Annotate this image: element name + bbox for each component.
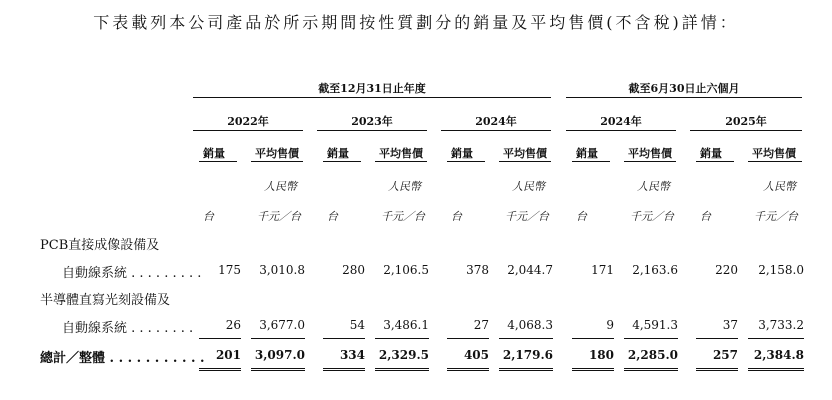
value-cell: 175 xyxy=(218,263,241,277)
unit-currency: 人民幣 xyxy=(763,180,796,193)
col-rule xyxy=(499,161,551,162)
col-rule xyxy=(624,161,676,162)
total-value: 257 xyxy=(712,348,738,362)
subtotal-rule xyxy=(323,338,365,339)
value-cell: 3,486.1 xyxy=(383,318,429,332)
value-cell: 280 xyxy=(342,263,365,277)
year-header: 2024年 xyxy=(600,115,642,128)
year-header: 2022年 xyxy=(227,115,269,128)
total-double-rule xyxy=(696,368,738,371)
period-rule xyxy=(193,97,551,98)
period-header-six-months: 截至6月30日止六個月 xyxy=(628,82,740,95)
total-double-rule xyxy=(748,368,804,371)
row-label: 半導體直寫光刻設備及 xyxy=(40,293,171,308)
total-value: 2,329.5 xyxy=(378,348,429,362)
year-rule xyxy=(193,130,303,131)
subtotal-rule xyxy=(447,338,489,339)
year-rule xyxy=(317,130,427,131)
col-rule xyxy=(447,161,485,162)
subtotal-rule xyxy=(624,338,678,339)
total-value: 334 xyxy=(339,348,365,362)
subtotal-rule xyxy=(375,338,429,339)
unit-currency: 人民幣 xyxy=(637,180,670,193)
total-value: 180 xyxy=(588,348,614,362)
total-double-rule xyxy=(323,368,365,371)
col-rule xyxy=(375,161,427,162)
col-rule xyxy=(696,161,734,162)
value-cell: 2,163.6 xyxy=(632,263,678,277)
value-cell: 27 xyxy=(473,318,489,332)
unit-currency: 人民幣 xyxy=(264,180,297,193)
unit-volume: 台 xyxy=(700,210,711,223)
total-value: 2,384.8 xyxy=(753,348,804,362)
unit-price: 千元／台 xyxy=(630,210,674,223)
unit-volume: 台 xyxy=(451,210,462,223)
subtotal-rule xyxy=(696,338,738,339)
unit-price: 千元／台 xyxy=(505,210,549,223)
unit-currency: 人民幣 xyxy=(388,180,421,193)
year-header: 2024年 xyxy=(475,115,517,128)
col-rule xyxy=(251,161,303,162)
col-header-price: 平均售價 xyxy=(628,147,672,160)
total-double-rule xyxy=(375,368,429,371)
value-cell: 2,158.0 xyxy=(758,263,804,277)
total-value: 2,285.0 xyxy=(627,348,678,362)
year-header: 2025年 xyxy=(725,115,767,128)
col-header-price: 平均售價 xyxy=(379,147,423,160)
subtotal-rule xyxy=(748,338,804,339)
total-value: 201 xyxy=(215,348,241,362)
total-value: 405 xyxy=(463,348,489,362)
value-cell: 2,044.7 xyxy=(507,263,553,277)
unit-volume: 台 xyxy=(203,210,214,223)
col-rule xyxy=(572,161,610,162)
unit-price: 千元／台 xyxy=(381,210,425,223)
total-double-rule xyxy=(499,368,553,371)
col-header-volume: 銷量 xyxy=(327,147,349,160)
subtotal-rule xyxy=(251,338,305,339)
value-cell: 171 xyxy=(591,263,614,277)
col-header-price: 平均售價 xyxy=(503,147,547,160)
subtotal-rule xyxy=(572,338,614,339)
value-cell: 37 xyxy=(722,318,738,332)
row-label: 自動線系統 . . . . . . . . xyxy=(62,321,194,336)
value-cell: 3,010.8 xyxy=(259,263,305,277)
col-rule xyxy=(199,161,237,162)
period-header-full-year: 截至12月31日止年度 xyxy=(318,82,426,95)
total-double-rule xyxy=(199,368,241,371)
col-rule xyxy=(323,161,361,162)
unit-currency: 人民幣 xyxy=(512,180,545,193)
row-label: 自動線系統 . . . . . . . . . xyxy=(62,266,202,281)
year-rule xyxy=(441,130,551,131)
unit-volume: 台 xyxy=(576,210,587,223)
value-cell: 2,106.5 xyxy=(383,263,429,277)
subtotal-rule xyxy=(199,338,241,339)
value-cell: 26 xyxy=(225,318,241,332)
subtotal-rule xyxy=(499,338,553,339)
period-rule xyxy=(566,97,802,98)
year-header: 2023年 xyxy=(351,115,393,128)
unit-price: 千元／台 xyxy=(754,210,798,223)
value-cell: 3,677.0 xyxy=(259,318,305,332)
value-cell: 9 xyxy=(606,318,614,332)
unit-price: 千元／台 xyxy=(257,210,301,223)
total-double-rule xyxy=(447,368,489,371)
unit-volume: 台 xyxy=(327,210,338,223)
col-header-volume: 銷量 xyxy=(700,147,722,160)
value-cell: 378 xyxy=(466,263,489,277)
col-header-price: 平均售價 xyxy=(255,147,299,160)
total-double-rule xyxy=(572,368,614,371)
total-double-rule xyxy=(251,368,305,371)
value-cell: 54 xyxy=(349,318,365,332)
col-header-volume: 銷量 xyxy=(576,147,598,160)
col-rule xyxy=(748,161,802,162)
value-cell: 220 xyxy=(715,263,738,277)
total-value: 2,179.6 xyxy=(502,348,553,362)
total-label: 總計／整體 . . . . . . . . . . . xyxy=(40,351,205,366)
value-cell: 3,733.2 xyxy=(758,318,804,332)
year-rule xyxy=(690,130,802,131)
col-header-volume: 銷量 xyxy=(451,147,473,160)
total-double-rule xyxy=(624,368,678,371)
intro-text: 下表載列本公司產品於所示期間按性質劃分的銷量及平均售價(不含稅)詳情： xyxy=(93,13,739,32)
year-rule xyxy=(566,130,676,131)
row-label: PCB直接成像設備及 xyxy=(40,238,160,253)
col-header-volume: 銷量 xyxy=(203,147,225,160)
value-cell: 4,591.3 xyxy=(632,318,678,332)
col-header-price: 平均售價 xyxy=(752,147,796,160)
total-value: 3,097.0 xyxy=(254,348,305,362)
value-cell: 4,068.3 xyxy=(507,318,553,332)
